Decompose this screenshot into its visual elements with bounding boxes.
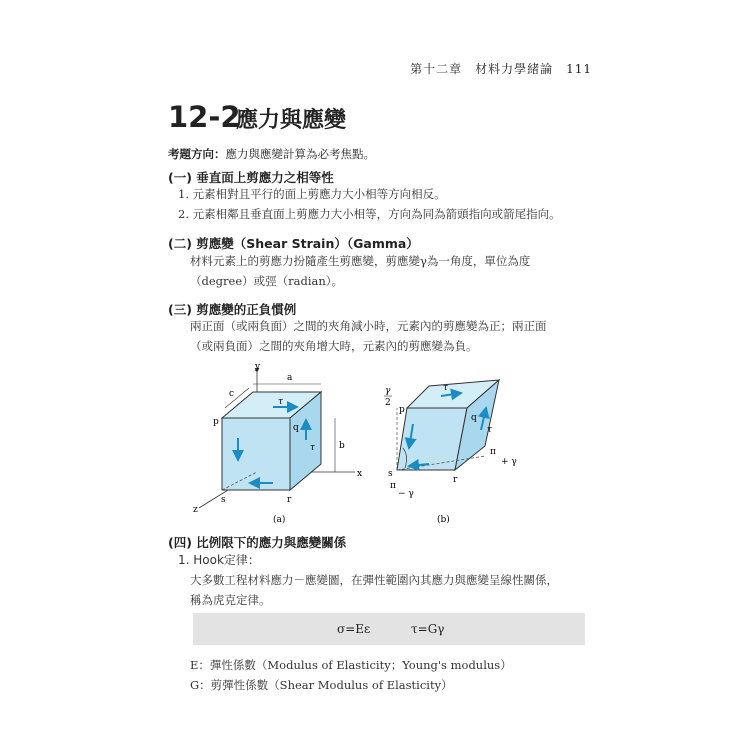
figure-b-label-pi-left: π	[390, 481, 396, 491]
exam-direction-text: 應力與應變計算為必考焦點。	[225, 147, 375, 161]
definition-g: G：剪彈性係數（Shear Modulus of Elasticity）	[190, 678, 453, 692]
figure-b-label-pi-right: π	[490, 447, 496, 457]
figure-b-sheared-cube	[384, 380, 517, 525]
item2-line-2: （degree）或弳（radian）。	[190, 274, 344, 288]
item1-point-2: 2. 元素相鄰且垂直面上剪應力大小相等，方向為同為箭頭指向或箭尾指向。	[178, 207, 561, 221]
figure-a-label-y: y	[255, 362, 261, 372]
section-title: 應力與應變	[236, 108, 347, 133]
item2-line-1: 材料元素上的剪應力扮隨產生剪應變，剪應變γ為一角度，單位為度	[190, 254, 531, 268]
figure-b-caption: (b)	[437, 515, 450, 525]
figure-b-label-tau-side: τ	[487, 425, 492, 435]
figure-a-label-tau-top: τ	[278, 397, 283, 407]
equation-hooke-shear: τ=Gγ	[411, 622, 445, 636]
item3-line-1: 兩正面（或兩負面）之間的夾角減小時，元素內的剪應變為正；兩正面	[190, 319, 547, 333]
figure-b-label-p: p	[399, 405, 405, 415]
figure-a-label-q: q	[293, 423, 299, 433]
figure-a-label-p: p	[213, 417, 219, 427]
figure-b-label-s: s	[388, 469, 393, 479]
item1-heading: (一) 垂直面上剪應力之相等性	[168, 170, 334, 185]
item4-line-2: 稱為虎克定律。	[190, 593, 271, 607]
shear-strain-figure	[185, 360, 525, 530]
figure-a-cube	[193, 362, 362, 525]
figure-a-label-z: z	[193, 505, 198, 515]
figure-b-label-minus-gamma: − γ	[398, 489, 414, 499]
figure-a-caption: (a)	[273, 515, 286, 525]
figure-b-label-r: r	[453, 475, 458, 485]
figure-b-label-plus-gamma: + γ	[501, 457, 517, 467]
figure-b-label-gamma: γ	[385, 386, 391, 396]
item3-heading: (三) 剪應變的正負慣例	[168, 302, 297, 317]
figure-a-label-x: x	[357, 469, 363, 479]
item1-point-1: 1. 元素相對且平行的面上剪應力大小相等方向相反。	[178, 187, 446, 201]
figure-a-label-r: r	[287, 495, 292, 505]
item4-line-1: 大多數工程材料應力－應變圖，在彈性範圍內其應力與應變呈線性關係，	[190, 573, 558, 587]
figure-b-label-two: 2	[385, 398, 391, 408]
item4-sub: 1. Hook定律：	[178, 553, 260, 567]
figure-a-label-s: s	[221, 495, 226, 505]
item4-heading: (四) 比例限下的應力與應變關係	[168, 535, 347, 550]
item2-heading: (二) 剪應變（Shear Strain）（Gamma）	[168, 236, 419, 251]
exam-direction-label: 考題方向：	[168, 147, 226, 161]
item3-line-2: （或兩負面）之間的夾角增大時，元素內的剪應變為負。	[190, 339, 478, 353]
section-number: 12-2	[168, 100, 241, 134]
figure-b-label-q: q	[471, 413, 477, 423]
figure-b-label-tau-top: τ	[443, 383, 448, 393]
figure-a-label-tau-side: τ	[310, 443, 315, 453]
definition-e: E：彈性係數（Modulus of Elasticity；Young's modulus）	[190, 658, 512, 672]
equation-box	[193, 613, 585, 645]
exam-direction	[168, 146, 375, 162]
figure-a-label-b: b	[339, 441, 345, 451]
figure-a-label-c: c	[229, 389, 235, 399]
figure-a-front-face	[222, 418, 290, 490]
running-header: 第十二章 材料力學緒論 111	[410, 62, 592, 76]
figure-a-label-a: a	[287, 373, 293, 383]
equation-hooke-normal: σ=Eε	[337, 622, 371, 636]
